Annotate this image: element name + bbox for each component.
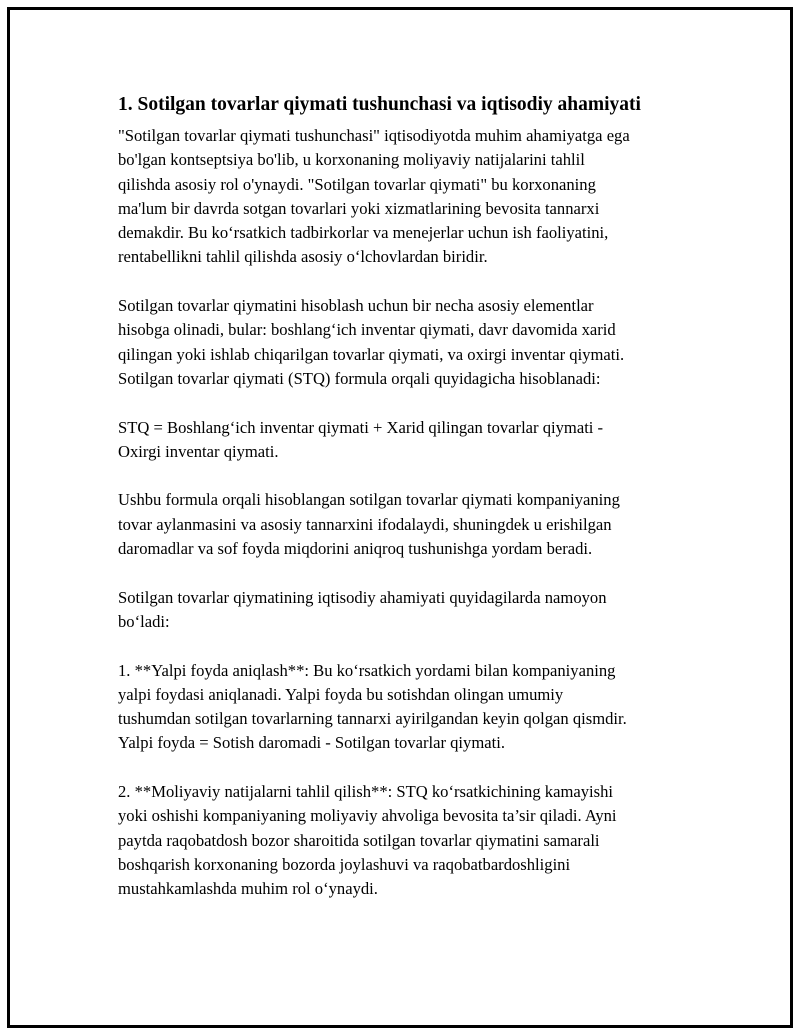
paragraph-line: rentabellikni tahlil qilishda asosiy o‘lchovlardan biridir. — [118, 247, 488, 267]
paragraph-line: mustahkamlashda muhim rol o‘ynaydi. — [118, 879, 378, 899]
paragraph-line: qilingan yoki ishlab chiqarilgan tovarlar qiymati, va oxirgi inventar qiymati. — [118, 344, 625, 364]
paragraph — [118, 416, 693, 465]
paragraph-line: bo'lgan kontseptsiya bo'lib, u korxonaning moliyaviy natijalarini tahlil — [118, 150, 585, 170]
paragraph-line: boshqarish korxonaning bozorda joylashuvi va raqobatbardoshligini — [118, 854, 571, 874]
paragraph-line: ma'lum bir davrda sotgan tovarlari yoki xizmatlarining bevosita tannarxi — [118, 198, 600, 218]
section-heading: 1. Sotilgan tovarlar qiymati tushunchasi va iqtisodiy ahamiyati — [118, 94, 641, 115]
paragraph-line: hisobga olinadi, bular: boshlang‘ich inventar qiymati, davr davomida xarid — [118, 320, 616, 340]
paragraph-line: Oxirgi inventar qiymati. — [118, 441, 279, 461]
paragraph-line: "Sotilgan tovarlar qiymati tushunchasi" iqtisodiyotda muhim ahamiyatga ega — [118, 126, 630, 145]
paragraph — [118, 780, 693, 901]
paragraph-line: tovar aylanmasini va asosiy tannarxini ifodalaydi, shuningdek u erishilgan — [118, 514, 612, 534]
paragraph — [118, 586, 693, 635]
paragraph-line: qilishda asosiy rol o'ynaydi. "Sotilgan tovarlar qiymati" bu korxonaning — [118, 174, 596, 194]
paragraph — [118, 124, 693, 270]
paragraph-line: Sotilgan tovarlar qiymatining iqtisodiy ahamiyati quyidagilarda namoyon — [118, 587, 607, 607]
paragraph-line: daromadlar va sof foyda miqdorini aniqroq tushunishga yordam beradi. — [118, 539, 593, 559]
paragraph-line: tushumdan sotilgan tovarlarning tannarxi ayirilgandan keyin qolgan qismdir. — [118, 709, 627, 729]
document-body — [118, 92, 693, 926]
paragraph-line: 2. **Moliyaviy natijalarni tahlil qilish**: STQ ko‘rsatkichining kamayishi — [118, 782, 613, 802]
paragraph-line: Sotilgan tovarlar qiymatini hisoblash uchun bir necha asosiy elementlar — [118, 296, 594, 316]
paragraph-line: demakdir. Bu ko‘rsatkich tadbirkorlar va menejerlar uchun ish faoliyatini, — [118, 223, 609, 243]
paragraph-line: Ushbu formula orqali hisoblangan sotilgan tovarlar qiymati kompaniyaning — [118, 490, 620, 510]
paragraph-line: Sotilgan tovarlar qiymati (STQ) formula orqali quyidagicha hisoblanadi: — [118, 368, 601, 388]
paragraph — [118, 294, 693, 391]
paragraph-line: yoki oshishi kompaniyaning moliyaviy ahvoliga bevosita ta’sir qiladi. Ayni — [118, 806, 617, 826]
paragraph-line: Yalpi foyda = Sotish daromadi - Sotilgan tovarlar qiymati. — [118, 733, 505, 753]
paragraph-list — [118, 124, 693, 902]
paragraph-line: yalpi foydasi aniqlanadi. Yalpi foyda bu sotishdan olingan umumiy — [118, 684, 564, 704]
paragraph — [118, 488, 693, 561]
paragraph — [118, 659, 693, 756]
paragraph-line: bo‘ladi: — [118, 611, 170, 631]
paragraph-line: 1. **Yalpi foyda aniqlash**: Bu ko‘rsatkich yordami bilan kompaniyaning — [118, 660, 616, 680]
paragraph-line: STQ = Boshlang‘ich inventar qiymati + Xarid qilingan tovarlar qiymati - — [118, 417, 604, 437]
paragraph-line: paytda raqobatdosh bozor sharoitida sotilgan tovarlar qiymatini samarali — [118, 830, 600, 850]
